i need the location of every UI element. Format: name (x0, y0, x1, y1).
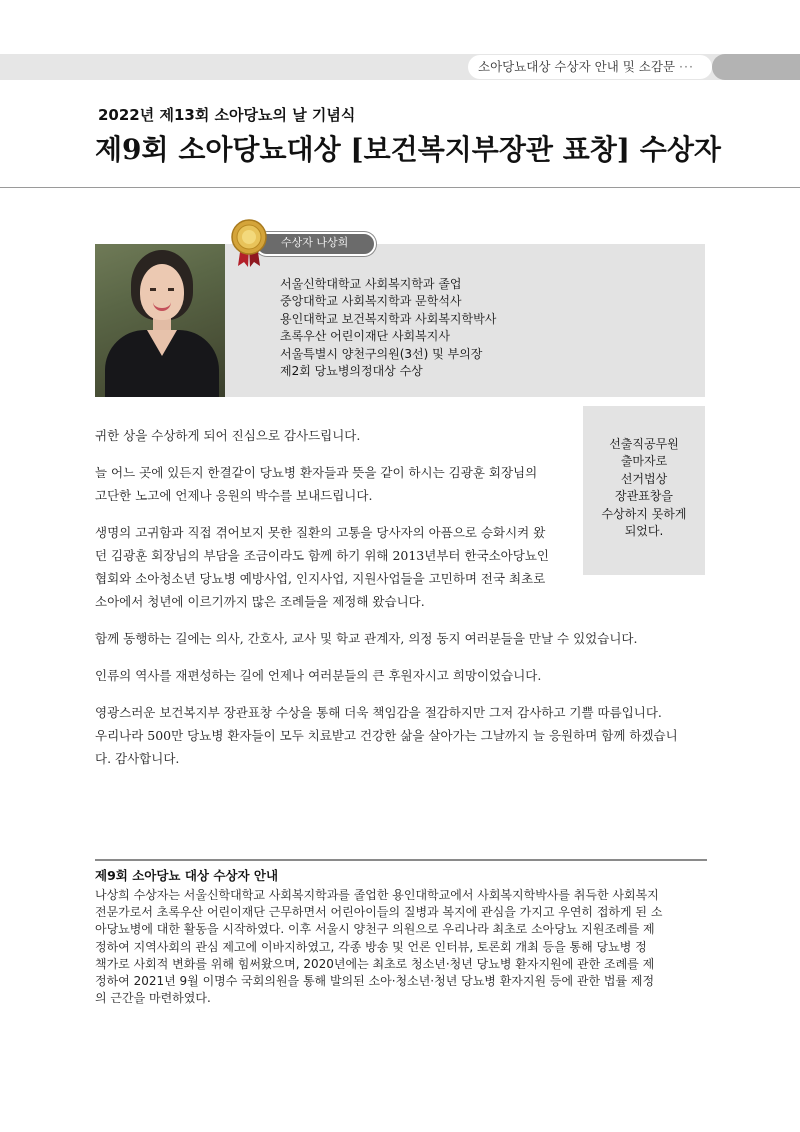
page-title: 제9회 소아당뇨대상 [보건복지부장관 표창] 수상자 (95, 133, 721, 166)
speech-line: 생명의 고귀함과 직접 겪어보지 못한 질환의 고통을 당사자의 아픔으로 승화시켜 왔 (95, 525, 546, 540)
header-tab (712, 54, 800, 80)
speech-line: 함께 동행하는 길에는 의사, 간호사, 교사 및 학교 관계자, 의정 동지 여러분들을 만날 수 있었습니다. (95, 631, 638, 646)
header-dots: ··· (679, 59, 694, 74)
info-line: 의 근간을 마련하였다. (95, 991, 211, 1006)
career-item: 제2회 당뇨병의정대상 수상 (280, 364, 423, 379)
sidebar-note-line: 선출직공무원 (609, 437, 679, 451)
info-divider (95, 859, 707, 861)
event-subtitle: 2022년 제13회 소아당뇨의 날 기념식 (98, 106, 356, 124)
sidebar-note-line: 수상하지 못하게 (601, 506, 687, 521)
sidebar-note-line: 선거법상 (620, 471, 668, 486)
sidebar-note-line: 되었다. (624, 524, 664, 539)
winner-photo (95, 244, 225, 397)
career-item: 초록우산 어린이재단 사회복지사 (280, 329, 450, 344)
header-section-text: 소아당뇨대상 수상자 안내 및 소감문 (478, 59, 676, 74)
speech-line: 인류의 역사를 재편성하는 길에 언제나 여러분들의 큰 후원자시고 희망이었습니다. (95, 668, 542, 683)
speech-line: 귀한 상을 수상하게 되어 진심으로 감사드립니다. (95, 428, 361, 443)
career-item: 중앙대학교 사회복지학과 문학석사 (280, 294, 462, 309)
acceptance-speech (95, 424, 710, 770)
info-body (95, 887, 707, 1007)
speech-line: 소아에서 청년에 이르기까지 많은 조례들을 제정해 왔습니다. (95, 594, 425, 609)
winner-label: 수상자 나상희 (281, 236, 349, 249)
info-line: 나상희 수상자는 서울신학대학교 사회복지학과를 졸업한 용인대학교에서 사회복지학박사를 취득한 사회복지 (95, 888, 659, 902)
header-section-label (478, 58, 708, 76)
speech-line: 영광스러운 보건복지부 장관표창 수상을 통해 더욱 책임감을 절감하지만 그저 감사하고 기쁠 따름입니다. (95, 705, 662, 720)
career-item: 용인대학교 보건복지학과 사회복지학박사 (280, 311, 497, 326)
career-item: 서울특별시 양천구의원(3선) 및 부의장 (280, 346, 483, 361)
career-item: 서울신학대학교 사회복지학과 졸업 (280, 277, 462, 291)
info-line: 정하여 2021년 9월 이명수 국회의원을 통해 발의된 소아·청소년·청년 당뇨병 환자지원 등에 관한 법률 제정 (95, 974, 655, 989)
sidebar-note-line: 출마자로 (620, 454, 668, 469)
career-list (280, 276, 496, 380)
speech-line: 협회와 소아청소년 당뇨병 예방사업, 인지사업, 지원사업들을 고민하며 전국 최초로 (95, 571, 546, 586)
info-line: 아당뇨병에 대한 활동을 시작하였다. 이후 서울시 양천구 의원으로 우리나라 최초로 소아당뇨 지원조례를 제 (95, 922, 655, 937)
speech-line: 우리나라 500만 당뇨병 환자들이 모두 치료받고 건강한 삶을 살아가는 그날까지 늘 응원하며 함께 하겠습니 (95, 728, 678, 743)
sidebar-note-line: 장관표창을 (615, 489, 673, 504)
speech-line: 고단한 노고에 언제나 응원의 박수를 보내드립니다. (95, 488, 373, 503)
medal-icon (229, 219, 269, 267)
speech-line: 던 김광훈 회장님의 부담을 조금이라도 함께 하기 위해 2013년부터 한국소아당뇨인 (95, 548, 549, 563)
title-divider (0, 187, 800, 188)
info-line: 정하여 지역사회의 관심 제고에 이바지하였고, 각종 방송 및 언론 인터뷰, 토론회 개최 등을 통해 당뇨병 정 (95, 939, 647, 954)
speech-line: 늘 어느 곳에 있든지 한결같이 당뇨병 환자들과 뜻을 같이 하시는 김광훈 회장님의 (95, 465, 538, 480)
info-title: 제9회 소아당뇨 대상 수상자 안내 (95, 868, 279, 883)
info-line: 책가로 사회적 변화를 위해 힘써왔으며, 2020년에는 최초로 청소년·청년 당뇨병 환자지원에 관한 조례를 제 (95, 956, 655, 971)
speech-line: 다. 감사합니다. (95, 751, 180, 766)
info-line: 전문가로서 초록우산 어린이재단 근무하면서 어린아이들의 질병과 복지에 관심을 가지고 우연히 접하게 된 소 (95, 905, 663, 920)
